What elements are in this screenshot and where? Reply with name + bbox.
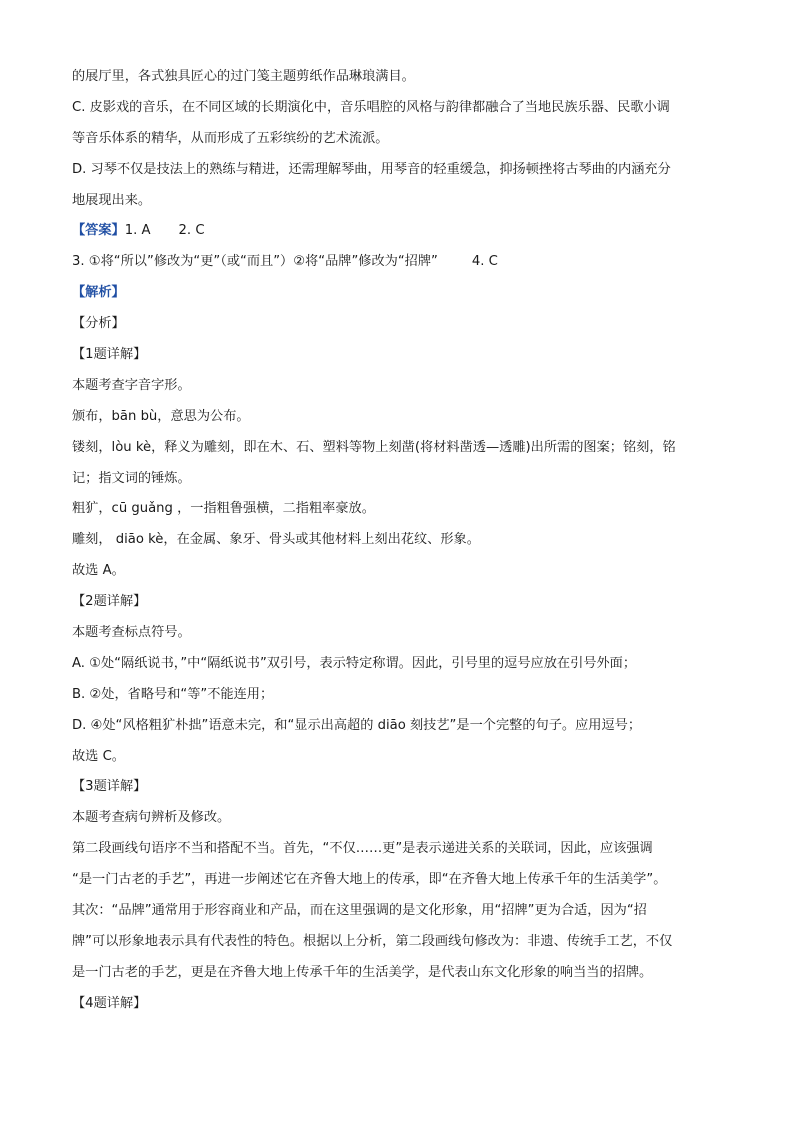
answer-line-2 (72, 247, 722, 278)
section-heading: 【1题详解】 (72, 347, 147, 363)
analysis-line (72, 278, 722, 309)
answer-2: 2. C (178, 223, 205, 239)
section-heading: 【2题详解】 (72, 594, 147, 610)
text-line: 故选 A。 (72, 563, 125, 579)
text-line: 牌”可以形象地表示具有代表性的特色。根据以上分析，第二段画线句修改为：非遗、传统手工艺，不仅 (72, 933, 673, 949)
text-line: 本题考查病句辨析及修改。 (72, 810, 231, 826)
text-line: A. ①处“隔纸说书，”中“隔纸说书”双引号，表示特定称谓。因此，引号里的逗号应放在引号外面； (72, 655, 637, 671)
text-line: 的展厅里，各式独具匠心的过门笺主题剪纸作品琳琅满目。 (72, 69, 415, 84)
text-line: 粗犷，cū guǎng ，一指粗鲁强横，二指粗率豪放。 (72, 501, 375, 517)
text-line: “是一门古老的手艺”，再进一步阐述它在齐鲁大地上的传承，即“在齐鲁大地上传承千年的生活美学”。 (72, 872, 667, 888)
text-line: 地展现出来。 (72, 192, 152, 208)
option-c-line: C. 皮影戏的音乐，在不同区域的长期演化中，音乐唱腔的风格与韵律都融合了当地民族乐器、民歌小调 (72, 99, 670, 115)
section-heading: 【4题详解】 (72, 995, 147, 1011)
answer-3: 3. ①将“所以”修改为“更”（或“而且”）②将“品牌”修改为“招牌” (72, 254, 438, 270)
analysis-tag: 【解析】 (72, 285, 125, 301)
text-line: 本题考查标点符号。 (72, 625, 191, 641)
section-heading: 【3题详解】 (72, 779, 147, 795)
text-line: 等音乐体系的精华，从而形成了五彩缤纷的艺术流派。 (72, 130, 389, 146)
text-line: 本题考查字音字形。 (72, 377, 191, 393)
text-line: 第二段画线句语序不当和搭配不当。首先，“不仅……更”是表示递进关系的关联词，因此，应该强调 (72, 841, 653, 857)
text-line: 雕刻， diāo kè，在金属、象牙、骨头或其他材料上刻出花纹、形象。 (72, 532, 480, 548)
answer-1: 1. A (124, 223, 151, 239)
text-line: 是一门古老的手艺，更是在齐鲁大地上传承千年的生活美学，是代表山东文化形象的响当当的招牌。 (72, 964, 653, 980)
text-line: 其次：“品牌”通常用于形容商业和产品，而在这里强调的是文化形象，用“招牌”更为合适，因为“招 (72, 903, 647, 919)
option-d-line: D. 习琴不仅是技法上的熟练与精进，还需理解琴曲，用琴音的轻重缓急，抑扬顿挫将古琴曲的内涵充分 (72, 161, 671, 177)
text-line: 镂刻，lòu kè，释义为雕刻，即在木、石、塑料等物上刻凿(将材料凿透—透雕)出所需的图案；铭刻，铭 (72, 439, 676, 455)
text-line: 记；指文词的锤炼。 (72, 470, 191, 486)
text-line: 故选 C。 (72, 748, 125, 764)
text-line: 颁布，bān bù，意思为公布。 (72, 408, 250, 424)
document-content (72, 62, 722, 1020)
answer-line (72, 216, 722, 247)
section-heading: 【分析】 (72, 316, 125, 332)
answer-4: 4. C (471, 254, 498, 270)
text-line: B. ②处，省略号和“等”不能连用； (72, 686, 274, 702)
answer-tag: 【答案】 (72, 223, 125, 239)
text-line: D. ④处“风格粗犷朴拙”语意未完，和“显示出高超的 diāo 刻技艺”是一个完整的句子。应用逗号； (72, 717, 642, 733)
